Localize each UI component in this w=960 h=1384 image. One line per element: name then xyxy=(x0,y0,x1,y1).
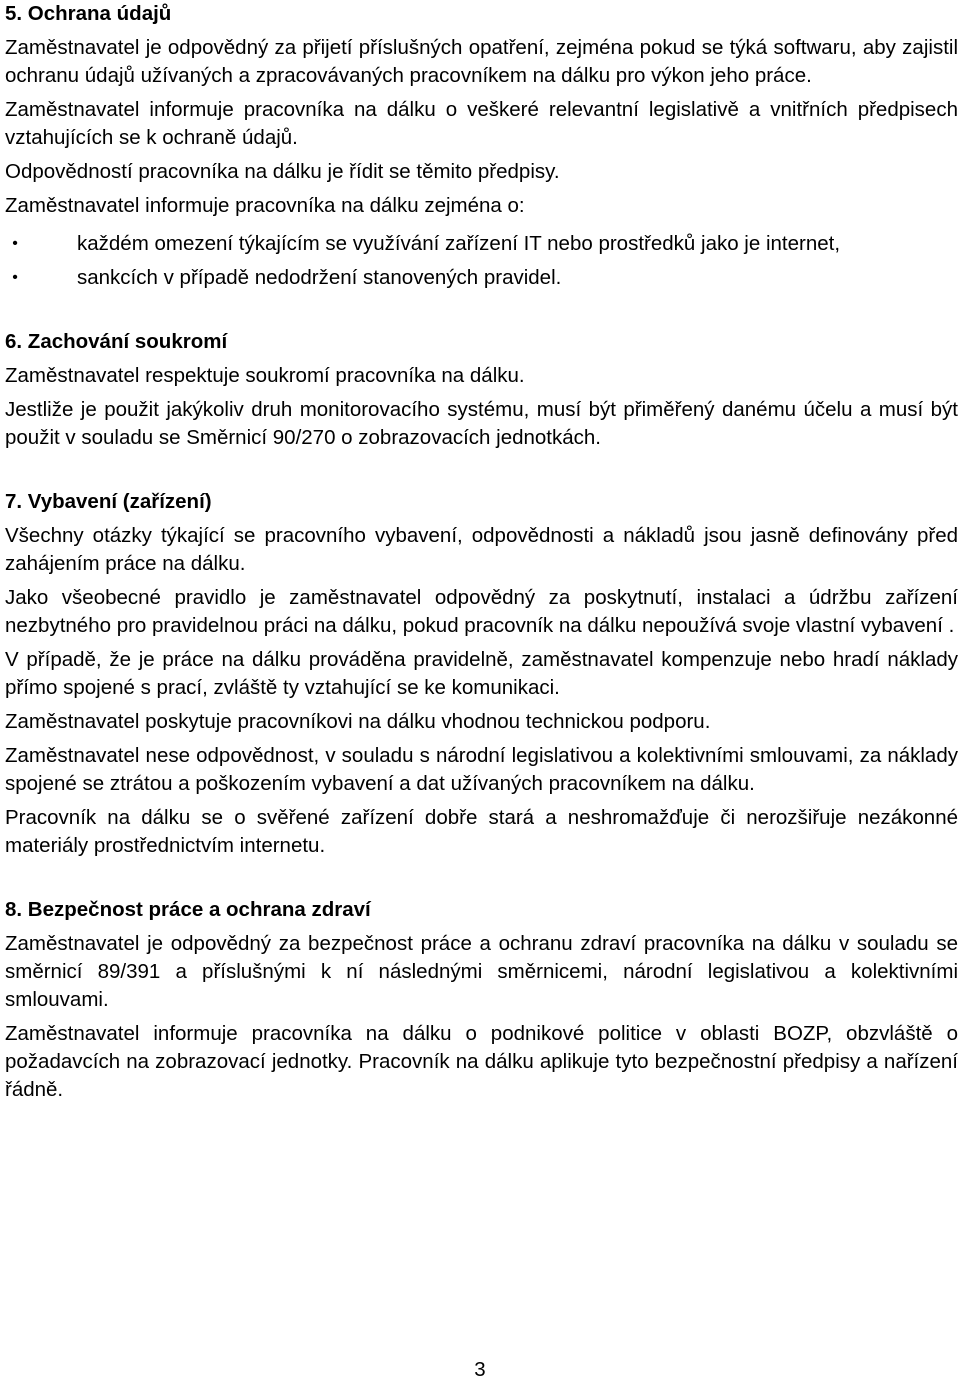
paragraph: Zaměstnavatel je odpovědný za bezpečnost práce a ochranu zdraví pracovníka na dálku v souladu se směrnicí 89/391 a příslušnými k ní následnými směrnicemi, národní legislativou a kolektivními smlouvami. xyxy=(5,932,958,1011)
section-equipment xyxy=(5,488,958,860)
paragraph: Pracovník na dálku se o svěřené zařízení dobře stará a neshromažďuje či nerozšiřuje nezákonné materiály prostřednictvím internetu. xyxy=(5,806,958,857)
paragraph: Zaměstnavatel respektuje soukromí pracovníka na dálku. xyxy=(5,364,525,387)
paragraph: Zaměstnavatel informuje pracovníka na dálku o podnikové politice v oblasti BOZP, obzvláště o požadavcích na zobrazovací jednotky. Pracovník na dálku aplikuje tyto bezpečnostní předpisy a nařízení řádně. xyxy=(5,1022,958,1101)
list-item xyxy=(5,230,958,258)
section-heading: 5. Ochrana údajů xyxy=(5,2,172,25)
paragraph: Zaměstnavatel informuje pracovníka na dálku zejména o: xyxy=(5,194,525,217)
section-heading: 7. Vybavení (zařízení) xyxy=(5,490,212,513)
paragraph: Zaměstnavatel nese odpovědnost, v souladu s národní legislativou a kolektivními smlouvami, za náklady spojené se ztrátou a poškozením vybavení a dat užívaných pracovníkem na dálku. xyxy=(5,744,958,795)
list-item-text: každém omezení týkajícím se využívání zařízení IT nebo prostředků jako je internet, xyxy=(77,232,841,255)
section-heading: 6. Zachování soukromí xyxy=(5,330,228,353)
bullet-icon: • xyxy=(12,235,18,252)
paragraph: Zaměstnavatel poskytuje pracovníkovi na dálku vhodnou technickou podporu. xyxy=(5,710,711,733)
list-item xyxy=(5,264,958,292)
section-data-protection xyxy=(5,0,958,292)
paragraph: Jako všeobecné pravidlo je zaměstnavatel odpovědný za poskytnutí, instalaci a údržbu zařízení nezbytného pro pravidelnou práci na dálku, pokud pracovník na dálku nepoužívá svoje vlastní vybavení . xyxy=(5,586,958,637)
page-number: 3 xyxy=(474,1358,486,1381)
section-privacy xyxy=(5,328,958,452)
section-heading: 8. Bezpečnost práce a ochrana zdraví xyxy=(5,898,371,921)
list-item-text: sankcích v případě nedodržení stanovených pravidel. xyxy=(77,266,562,289)
paragraph: Zaměstnavatel je odpovědný za přijetí příslušných opatření, zejména pokud se týká softwaru, aby zajistil ochranu údajů užívaných a zpracovávaných pracovníkem na dálku pro výkon jeho práce. xyxy=(5,36,958,87)
section-health-safety xyxy=(5,896,958,1104)
paragraph: Odpovědností pracovníka na dálku je řídit se těmito předpisy. xyxy=(5,160,560,183)
paragraph: Všechny otázky týkající se pracovního vybavení, odpovědnosti a nákladů jsou jasně definovány před zahájením práce na dálku. xyxy=(5,524,958,575)
bullet-list xyxy=(5,230,958,292)
paragraph: Jestliže je použit jakýkoliv druh monitorovacího systému, musí být přiměřený danému účelu a musí být použit v souladu se Směrnicí 90/270 o zobrazovacích jednotkách. xyxy=(5,398,958,449)
paragraph: Zaměstnavatel informuje pracovníka na dálku o veškeré relevantní legislativě a vnitřních předpisech vztahujících se k ochraně údajů. xyxy=(5,98,958,149)
bullet-icon: • xyxy=(12,269,18,286)
document-page xyxy=(5,0,958,1110)
paragraph: V případě, že je práce na dálku prováděna pravidelně, zaměstnavatel kompenzuje nebo hradí náklady přímo spojené s prací, zvláště ty vztahující se ke komunikaci. xyxy=(5,648,958,699)
